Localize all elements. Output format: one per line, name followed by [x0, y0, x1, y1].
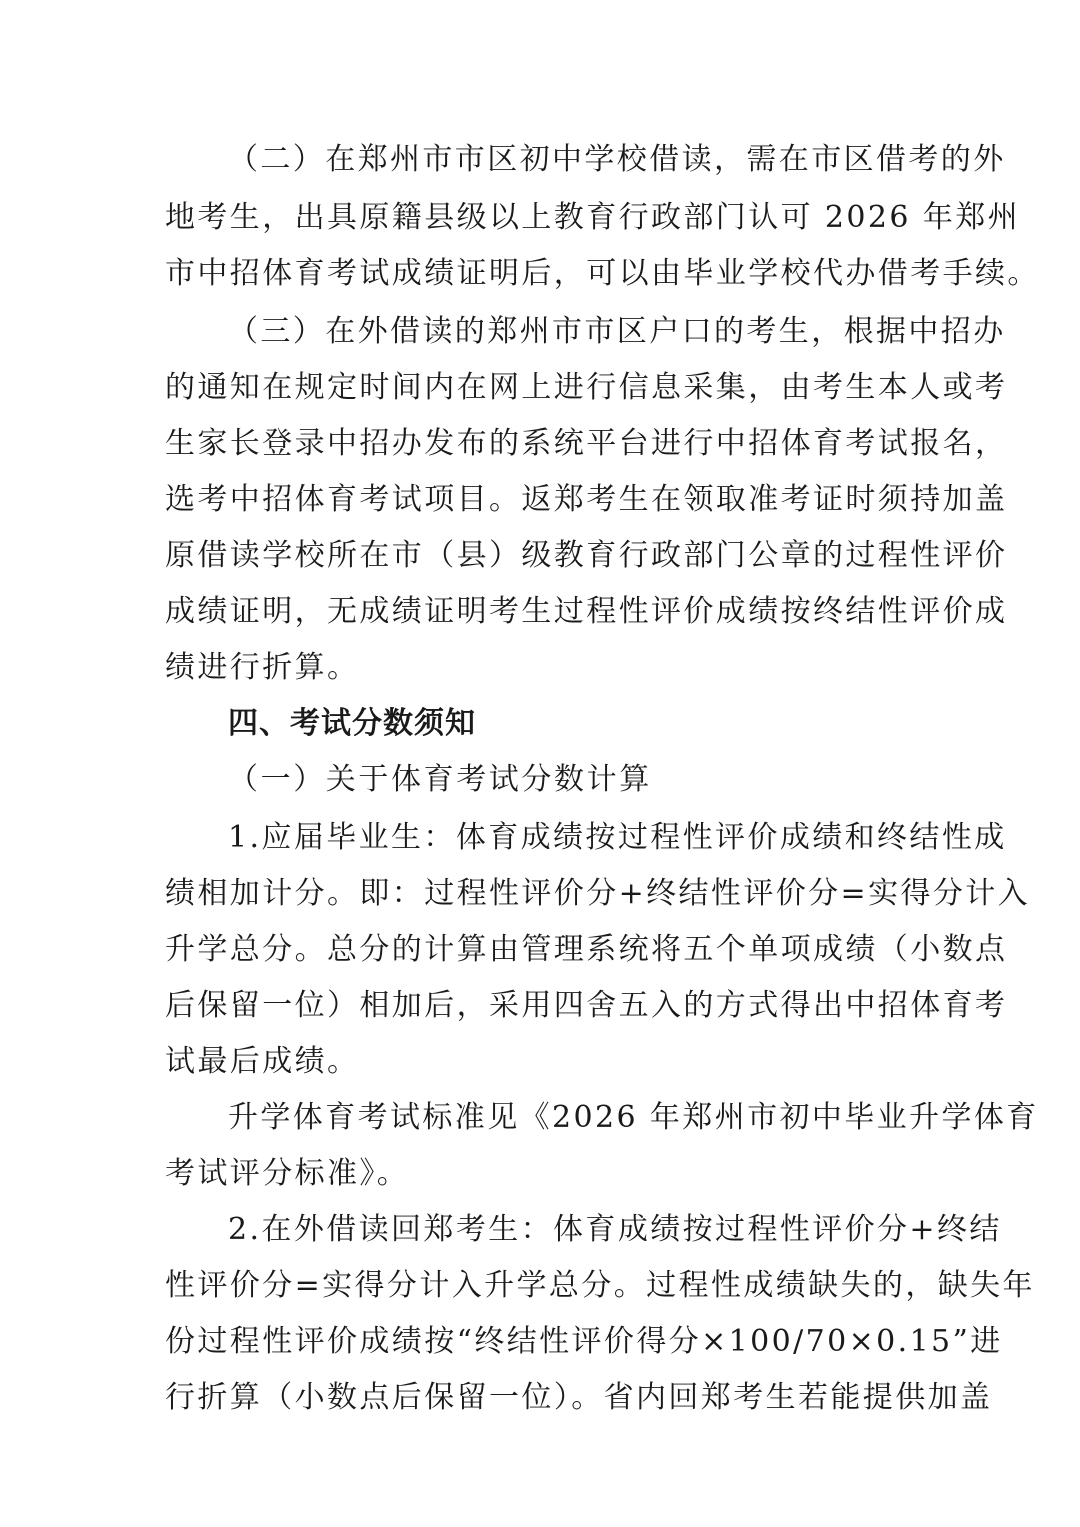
paragraph-line: 试最后成绩。 — [165, 1044, 360, 1079]
paragraph-line: （三）在外借读的郑州市市区户口的考生，根据中招办 — [228, 314, 1006, 349]
paragraph-line: 性评价分=实得分计入升学总分。过程性成绩缺失的，缺失年 — [165, 1268, 1035, 1303]
paragraph-line: 市中招体育考试成绩证明后，可以由毕业学校代办借考手续。 — [165, 256, 1040, 291]
paragraph-line: 1.应届毕业生：体育成绩按过程性评价成绩和终结性成 — [228, 820, 1007, 855]
paragraph-line: 绩进行折算。 — [165, 650, 360, 685]
section-heading: 四、考试分数须知 — [228, 706, 476, 741]
paragraph-line: 后保留一位）相加后，采用四舍五入的方式得出中招体育考 — [165, 988, 1008, 1023]
paragraph-line: 升学体育考试标准见《2026 年郑州市初中毕业升学体育 — [228, 1100, 1039, 1135]
paragraph-line: 地考生，出具原籍县级以上教育行政部门认可 2026 年郑州 — [165, 200, 1021, 235]
paragraph-line: （二）在郑州市市区初中学校借读，需在市区借考的外 — [228, 142, 1006, 177]
paragraph-line: 行折算（小数点后保留一位）。省内回郑考生若能提供加盖 — [165, 1380, 993, 1415]
paragraph-line: 的通知在规定时间内在网上进行信息采集，由考生本人或考 — [165, 370, 1008, 405]
paragraph-line: 升学总分。总分的计算由管理系统将五个单项成绩（小数点 — [165, 932, 1008, 967]
paragraph-line: 2.在外借读回郑考生：体育成绩按过程性评价分+终结 — [228, 1212, 1002, 1247]
paragraph-line: 选考中招体育考试项目。返郑考生在领取准考证时须持加盖 — [165, 482, 1008, 517]
subsection-heading: （一）关于体育考试分数计算 — [228, 762, 652, 797]
paragraph-line: 生家长登录中招办发布的系统平台进行中招体育考试报名， — [165, 426, 1008, 461]
paragraph-line: 份过程性评价成绩按“终结性评价得分×100/70×0.15”进 — [165, 1324, 1003, 1359]
paragraph-line: 成绩证明，无成绩证明考生过程性评价成绩按终结性评价成 — [165, 594, 1008, 629]
paragraph-line: 绩相加计分。即：过程性评价分+终结性评价分=实得分计入 — [165, 876, 1031, 911]
paragraph-line: 考试评分标准》。 — [165, 1156, 410, 1191]
paragraph-line: 原借读学校所在市（县）级教育行政部门公章的过程性评价 — [165, 538, 1008, 573]
